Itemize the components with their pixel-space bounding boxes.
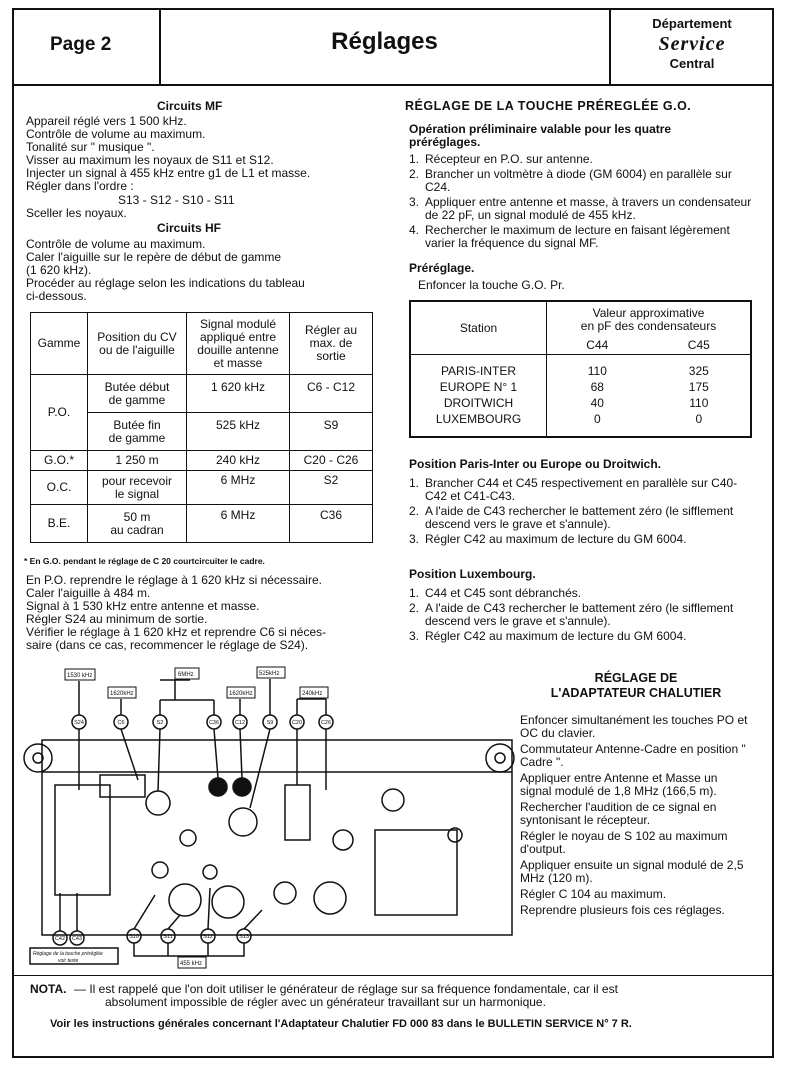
position-title: Position Paris-Inter ou Europe ou Droitwich.: [409, 457, 662, 471]
item-number: 3.: [409, 195, 420, 209]
table-cell: 40: [590, 395, 604, 410]
instruction: Reprendre plusieurs fois ces réglages.: [520, 903, 725, 917]
dept-service: Service: [658, 33, 726, 55]
item-number: 2.: [409, 601, 420, 615]
point-label: C42: [54, 936, 66, 942]
footer-rule: [12, 975, 774, 976]
table-header: C44: [547, 335, 648, 354]
header-text: et masse: [213, 355, 263, 370]
table-cell: O.C.: [31, 471, 88, 505]
hole: [180, 830, 196, 846]
preset-title: RÉGLAGE DE LA TOUCHE PRÉREGLÉE G.O.: [405, 99, 692, 113]
table-cell: G.O.*: [31, 451, 88, 471]
lead: [214, 729, 218, 778]
tag-lead: [134, 943, 244, 956]
preset-text: Enfoncer la touche G.O. Pr.: [418, 278, 565, 292]
point-label: S2: [156, 720, 164, 726]
point-label: S24: [74, 720, 84, 726]
item-number: 1.: [409, 152, 420, 166]
valve-socket: [382, 789, 404, 811]
header-text: ou de l'aiguille: [99, 342, 175, 357]
header-text: max. de: [309, 336, 353, 350]
table-cell: 6 MHz: [187, 505, 290, 543]
nota-text: — Il est rappelé que l'on doit utiliser le générateur de réglage sur sa fréquence fondamentale, car il est: [74, 982, 618, 996]
cell-text: Butée début: [104, 379, 170, 394]
cell-text: le signal: [114, 486, 160, 501]
diagram-caption: voir texte: [58, 958, 79, 964]
mf-title: Circuits MF: [157, 99, 223, 113]
item-text: Brancher un voltmètre à diode (GM 6004) en parallèle sur C24.: [425, 167, 732, 194]
mf-order: S13 - S12 - S10 - S11: [118, 193, 235, 207]
point-label: C12: [234, 720, 246, 726]
valve-socket: [229, 808, 257, 836]
tag-lead: [160, 680, 214, 715]
table-cell: 525 kHz: [187, 413, 290, 451]
dept-top: Département: [652, 16, 732, 31]
item-text: Brancher C44 et C45 respectivement en parallèle sur C40-C42 et C41-C43.: [425, 476, 738, 503]
cell-text: de gamme: [108, 430, 166, 445]
valve-socket: [212, 886, 244, 918]
nota-text: absolument impossible de régler avec un générateur travaillant sur un harmonique.: [105, 995, 546, 1009]
point-label: S10: [129, 934, 139, 940]
trimmer-c12: [233, 778, 251, 796]
point-label: S13: [239, 934, 249, 940]
item-text: C44 et C45 sont débranchés.: [425, 586, 582, 600]
hole: [152, 862, 168, 878]
table-cell: 240 kHz: [187, 451, 290, 471]
station-name: DROITWICH: [410, 395, 547, 411]
item-number: 2.: [409, 167, 420, 181]
cell-text: Butée fin: [113, 417, 161, 432]
hf-line: Contrôle de volume au maximum.: [26, 237, 206, 251]
hf-line: (1 620 kHz).: [26, 263, 92, 277]
freq-tag: 1620kHz: [229, 691, 253, 697]
pulley-right: [486, 744, 514, 772]
item-number: 4.: [409, 223, 420, 237]
table-cell: 6 MHz: [187, 471, 290, 505]
po-note: saire (dans ce cas, recommencer le réglage de S24).: [26, 638, 309, 652]
po-note: En P.O. reprendre le réglage à 1 620 kHz si nécessaire.: [26, 573, 322, 587]
mf-seal: Sceller les noyaux.: [26, 206, 127, 220]
page-title: Réglages: [331, 28, 438, 55]
item-text: Appliquer entre antenne et masse, à travers un condensateur de 22 pF, un signal modulé de 455 kHz.: [425, 195, 752, 222]
po-note: Régler S24 au minimum de sortie.: [26, 612, 208, 626]
instruction: Appliquer ensuite un signal modulé de 2,5 MHz (120 m).: [520, 858, 744, 885]
table-cell: C20 - C26: [290, 451, 373, 471]
table-cell: 68: [590, 379, 604, 394]
point-label: C26: [320, 720, 332, 726]
table-cell: S9: [290, 413, 373, 451]
point-label: C36: [208, 720, 220, 726]
item-text: Rechercher le maximum de lecture en faisant légèrement varier la fréquence du signal MF.: [425, 223, 730, 250]
cell-text: de gamme: [108, 392, 166, 407]
freq-tag: 455 kHz: [180, 961, 203, 967]
instruction: Appliquer entre Antenne et Masse un signal modulé de 1,8 MHz (166,5 m).: [520, 771, 718, 798]
capacitor-block: [285, 785, 310, 840]
tag-lead: [297, 699, 326, 715]
instruction: Commutateur Antenne-Cadre en position " Cadre ".: [520, 742, 746, 769]
header-text: Régler au: [304, 323, 358, 337]
instruction: Enfoncer simultanément les touches PO et OC du clavier.: [520, 713, 748, 740]
table-cell: 175: [688, 379, 709, 394]
header-text: appliqué entre: [199, 329, 277, 344]
preset-subtitle: Préréglage.: [409, 261, 475, 275]
item-number: 2.: [409, 504, 420, 518]
table-header: Station: [410, 301, 547, 355]
freq-tag: 240kHz: [302, 691, 323, 697]
item-text: A l'aide de C43 rechercher le battement zéro (le sifflement descend vers le grave et s'annule).: [425, 504, 734, 531]
po-note: Signal à 1 530 kHz entre antenne et masse.: [26, 599, 260, 613]
freq-tag: 525kHz: [259, 671, 280, 677]
point-label: C6: [117, 720, 125, 726]
hole: [203, 865, 217, 879]
hole: [333, 830, 353, 850]
freq-tag: 1530 kHz: [67, 673, 93, 679]
station-name: PARIS-INTER: [410, 363, 547, 379]
hf-line: Procéder au réglage selon les indications du tableau: [26, 276, 305, 290]
item-text: Régler C42 au maximum de lecture du GM 6004.: [425, 532, 687, 546]
header-text: Signal modulé: [199, 316, 277, 331]
point-label: S9: [266, 720, 274, 726]
header-text: Valeur approximative: [592, 305, 705, 320]
table-cell: C36: [290, 505, 373, 543]
chassis-outline: [42, 740, 512, 935]
header-text: sortie: [316, 349, 346, 363]
item-number: 1.: [409, 586, 420, 600]
header-text: Position du CV: [97, 329, 177, 344]
cell-text: au cadran: [110, 522, 164, 537]
item-number: 1.: [409, 476, 420, 490]
reference-text: Voir les instructions générales concernant l'Adaptateur Chalutier FD 000 83 dans le: [50, 1018, 488, 1030]
mf-line: Visser au maximum les noyaux de S11 et S12.: [26, 153, 274, 167]
transformer: [375, 830, 457, 915]
mf-line: Injecter un signal à 455 kHz entre g1 de L1 et masse.: [26, 166, 311, 180]
point-label: C43: [71, 936, 83, 942]
cell-text: pour recevoir: [101, 473, 173, 488]
pulley-hub: [495, 753, 505, 763]
item-text: Régler C42 au maximum de lecture du GM 6004.: [425, 629, 687, 643]
item-number: 3.: [409, 532, 420, 546]
point-label: S11: [163, 934, 173, 940]
valve-socket: [169, 884, 201, 916]
lead: [240, 729, 242, 778]
freq-tag: 1620kHz: [110, 691, 134, 697]
switch-block: [100, 775, 145, 797]
bulletin-reference: BULLETIN SERVICE N° 7 R.: [487, 1018, 632, 1030]
prelim-title: préréglages.: [409, 135, 481, 149]
item-number: 3.: [409, 629, 420, 643]
mf-line: Contrôle de volume au maximum.: [26, 127, 206, 141]
mf-line: Appareil réglé vers 1 500 kHz.: [26, 114, 187, 128]
hf-line: Caler l'aiguille sur le repère de début de gamme: [26, 250, 282, 264]
po-note: Vérifier le réglage à 1 620 kHz et reprendre C6 si néces-: [26, 625, 327, 639]
dept-bottom: Central: [669, 56, 715, 71]
station-name: EUROPE N° 1: [410, 379, 547, 395]
table-cell: 1 620 kHz: [187, 375, 290, 413]
pulley-left: [24, 744, 52, 772]
hf-line: ci-dessous.: [26, 289, 87, 303]
coil-block: [55, 785, 110, 895]
valve-socket: [146, 791, 170, 815]
lead: [158, 729, 160, 791]
trimmer-c36: [209, 778, 227, 796]
table-cell: 110: [689, 395, 709, 410]
nota-label: NOTA.: [30, 982, 67, 996]
table-cell: 1 250 m: [88, 451, 187, 471]
prelim-title: Opération préliminaire valable pour les quatre: [409, 122, 672, 136]
instruction: Régler le noyau de S 102 au maximum d'output.: [520, 829, 728, 856]
mf-line: Régler dans l'ordre :: [26, 179, 134, 193]
hf-title: Circuits HF: [157, 221, 222, 235]
table-cell: B.E.: [31, 505, 88, 543]
item-text: A l'aide de C43 rechercher le battement zéro (le sifflement descend vers le grave et s'annule).: [425, 601, 734, 628]
valve-socket: [274, 882, 296, 904]
valve-socket: [314, 882, 346, 914]
header-text: en pF des condensateurs: [580, 318, 717, 333]
diagram-caption: Réglage de la touche préréglée: [33, 951, 103, 957]
header-text: douille antenne: [197, 342, 279, 357]
po-note: Caler l'aiguille à 484 m.: [26, 586, 151, 600]
position-title: Position Luxembourg.: [409, 567, 536, 581]
table-cell: P.O.: [31, 375, 88, 451]
point-label: S12: [203, 934, 213, 940]
table-cell: 0: [695, 411, 703, 426]
lead: [60, 893, 77, 931]
table-cell: C6 - C12: [290, 375, 373, 413]
station-name: LUXEMBOURG: [410, 411, 547, 427]
table-footnote: * En G.O. pendant le réglage de C 20 courtcircuiter le cadre.: [24, 556, 265, 566]
table-cell: 110: [587, 363, 607, 378]
page-number: Page 2: [50, 34, 112, 55]
table-cell: 0: [593, 411, 601, 426]
table-header: Gamme: [31, 313, 88, 375]
cell-text: 50 m: [123, 509, 151, 524]
table-cell: 325: [688, 363, 709, 378]
trawler-title: RÉGLAGE DE: [594, 671, 678, 685]
item-text: Récepteur en P.O. sur antenne.: [425, 152, 593, 166]
trawler-title: L'ADAPTATEUR CHALUTIER: [550, 686, 722, 700]
footer-reference: [50, 1018, 632, 1031]
table-header: C45: [648, 335, 751, 354]
instruction: Régler C 104 au maximum.: [520, 887, 667, 901]
point-label: C20: [291, 720, 303, 726]
instruction: Rechercher l'audition de ce signal en syntonisant le récepteur.: [520, 800, 717, 827]
mf-line: Tonalité sur " musique ".: [26, 140, 155, 154]
lead: [250, 729, 270, 808]
freq-tag: 6MHz: [178, 672, 194, 678]
table-cell: S2: [290, 471, 373, 505]
